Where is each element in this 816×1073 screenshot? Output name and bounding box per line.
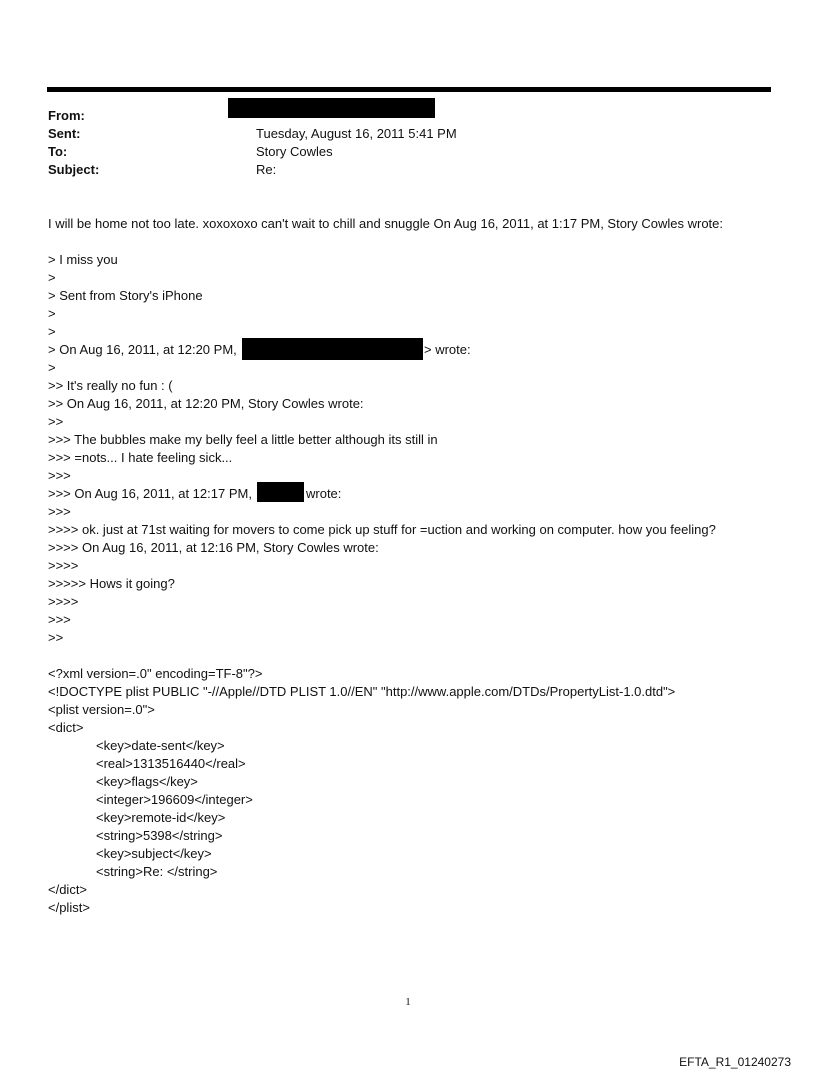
xml-line: <?xml version=.0" encoding=TF-8"?> bbox=[48, 666, 263, 681]
quote-line: >>>>> Hows it going? bbox=[48, 576, 175, 591]
xml-line: <key>flags</key> bbox=[96, 774, 198, 789]
quote-line: >>> bbox=[48, 612, 71, 627]
xml-line: <real>1313516440</real> bbox=[96, 756, 246, 771]
to-value: Story Cowles bbox=[256, 144, 333, 159]
quote-line: >>> =nots... I hate feeling sick... bbox=[48, 450, 233, 465]
xml-line: </plist> bbox=[48, 900, 90, 915]
quote-line: >>>> bbox=[48, 558, 79, 573]
xml-line: <integer>196609</integer> bbox=[96, 792, 253, 807]
quote-line: >>> The bubbles make my belly feel a little better although its still in bbox=[48, 432, 438, 447]
xml-line: <string>Re: </string> bbox=[96, 864, 218, 879]
quote-line: >> bbox=[48, 630, 64, 645]
xml-line: <string>5398</string> bbox=[96, 828, 223, 843]
header-rule bbox=[47, 87, 771, 92]
quote-line: > bbox=[48, 360, 56, 375]
quote-line: > I miss you bbox=[48, 252, 118, 267]
quote-line: >> On Aug 16, 2011, at 12:20 PM, Story Cowles wrote: bbox=[48, 396, 364, 411]
subject-value: Re: bbox=[256, 162, 277, 177]
xml-line: </dict> bbox=[48, 882, 88, 897]
quote-line: > bbox=[48, 324, 56, 339]
xml-line: <!DOCTYPE plist PUBLIC "-//Apple//DTD PLIST 1.0//EN" "http://www.apple.com/DTDs/PropertyList-1.0.dtd"> bbox=[48, 684, 676, 699]
quote-line: > bbox=[48, 306, 56, 321]
quote-line: >> It's really no fun : ( bbox=[48, 378, 173, 393]
page-number: 1 bbox=[405, 996, 411, 1008]
quote-line: >>> bbox=[48, 504, 71, 519]
redaction-from bbox=[228, 98, 435, 118]
xml-line: <dict> bbox=[48, 720, 84, 735]
quote-line: >>> bbox=[48, 468, 71, 483]
from-label: From: bbox=[48, 108, 85, 123]
document-id: EFTA_R1_01240273 bbox=[679, 1055, 791, 1069]
quote-line: > Sent from Story's iPhone bbox=[48, 288, 203, 303]
xml-line: <key>date-sent</key> bbox=[96, 738, 225, 753]
sent-label: Sent: bbox=[48, 126, 81, 141]
quote-line: >>>> On Aug 16, 2011, at 12:16 PM, Story Cowles wrote: bbox=[48, 540, 379, 555]
body-intro: I will be home not too late. xoxoxoxo can't wait to chill and snuggle On Aug 16, 2011, at 1:17 PM, Story Cowles wrote: bbox=[48, 216, 724, 231]
to-label: To: bbox=[48, 144, 68, 159]
redaction-sender bbox=[242, 338, 423, 360]
quote-line: >>> On Aug 16, 2011, at 12:17 PM, bbox=[48, 486, 252, 501]
quote-line-tail: > wrote: bbox=[424, 342, 471, 357]
quote-line: >> bbox=[48, 414, 64, 429]
xml-line: <key>remote-id</key> bbox=[96, 810, 226, 825]
quote-line: > bbox=[48, 270, 56, 285]
quote-line: >>>> ok. just at 71st waiting for movers to come pick up stuff for =uction and working on computer. how you feeling? bbox=[48, 522, 716, 537]
sent-value: Tuesday, August 16, 2011 5:41 PM bbox=[256, 126, 457, 141]
xml-line: <key>subject</key> bbox=[96, 846, 212, 861]
quote-line: > On Aug 16, 2011, at 12:20 PM, bbox=[48, 342, 237, 357]
subject-label: Subject: bbox=[48, 162, 100, 177]
xml-line: <plist version=.0"> bbox=[48, 702, 155, 717]
quote-line-tail: wrote: bbox=[306, 486, 342, 501]
quote-line: >>>> bbox=[48, 594, 79, 609]
redaction-name bbox=[257, 482, 304, 502]
